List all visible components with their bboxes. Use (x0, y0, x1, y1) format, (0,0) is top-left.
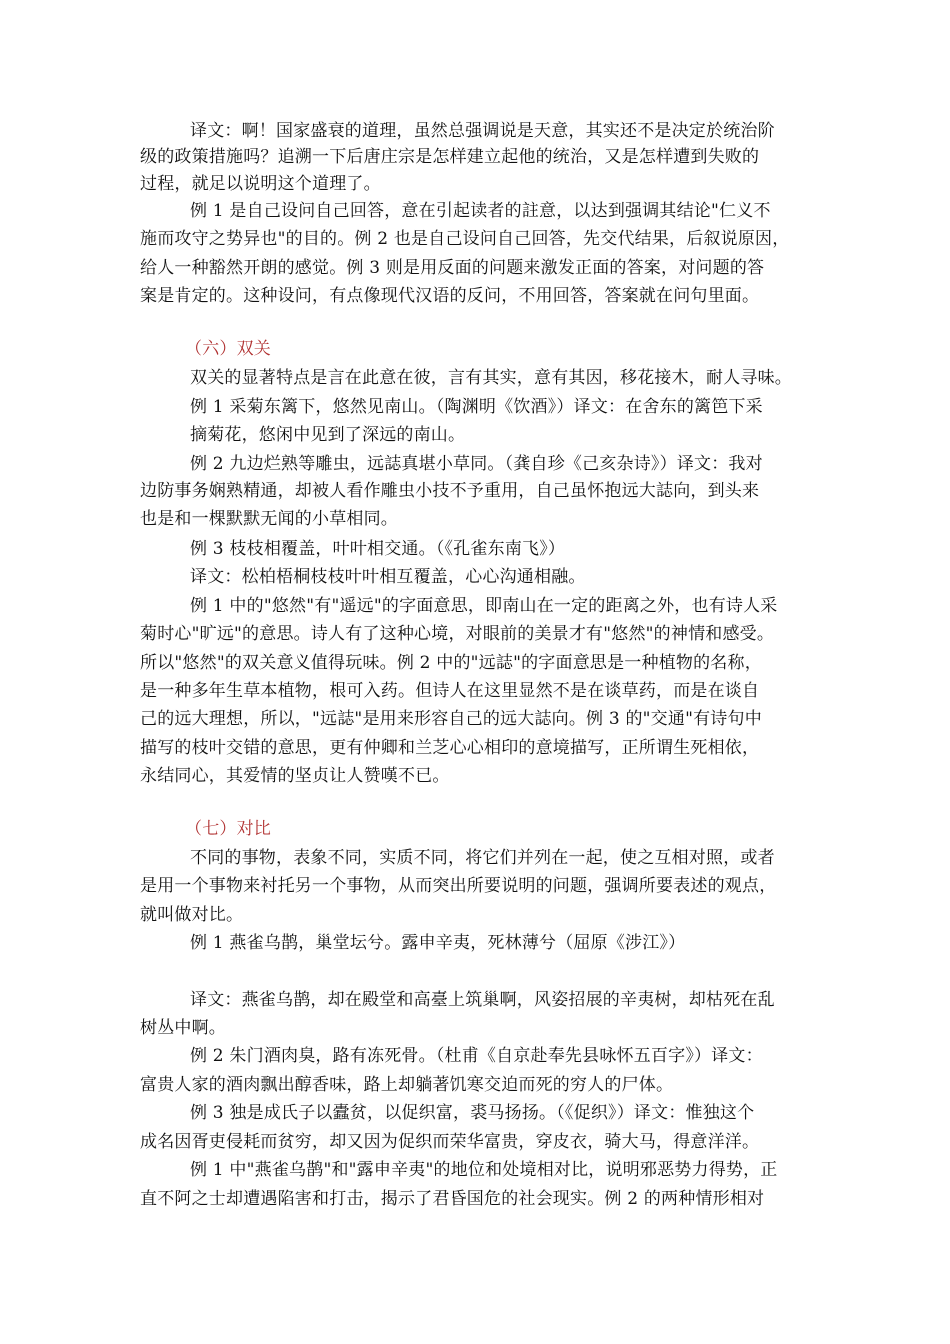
section-heading: （七）对比 (185, 819, 271, 839)
text-line: 树丛中啊。 (140, 1018, 226, 1038)
text-line: 就叫做对比。 (140, 905, 244, 925)
text-line: 是一种多年生草本植物，根可入药。但诗人在这里显然不是在谈草药，而是在谈自 (140, 681, 760, 701)
text-line: 成名因胥吏侵耗而贫穷，却又因为促织而荣华富贵，穿皮衣，骑大马，得意洋洋。 (140, 1132, 760, 1152)
text-line: 所以"悠然"的双关意义值得玩味。例 2 中的"远誌"的字面意思是一种植物的名称， (140, 653, 762, 673)
text-line: 例 1 燕雀乌鹊，巢堂坛兮。露申辛夷，死林薄兮（屈原《涉江》） (190, 933, 686, 953)
text-line: 例 1 中的"悠然"有"遥远"的字面意思，即南山在一定的距离之外，也有诗人采 (190, 596, 778, 616)
text-line: 己的远大理想，所以，"远誌"是用来形容自己的远大誌向。例 3 的"交通"有诗句中 (140, 709, 762, 729)
section-heading: （六）双关 (185, 339, 271, 359)
text-line: 例 2 朱门酒肉臭，路有冻死骨。（杜甫《自京赴奉先县咏怀五百字》）译文： (190, 1046, 763, 1066)
text-line: 例 1 是自己设问自己回答，意在引起读者的註意，以达到强调其结论"仁义不 (190, 201, 771, 221)
text-line: 级的政策措施吗？追溯一下后唐庄宗是怎样建立起他的统治，又是怎样遭到失败的 (140, 147, 760, 167)
text-line: 不同的事物，表象不同，实质不同，将它们并列在一起，使之互相对照，或者 (190, 848, 775, 868)
text-line: 双关的显著特点是言在此意在彼，言有其实，意有其因，移花接木，耐人寻味。 (190, 368, 792, 388)
text-line: 例 3 枝枝相覆盖，叶叶相交通。（《孔雀东南飞》） (190, 539, 566, 559)
text-line: 给人一种豁然开朗的感觉。例 3 则是用反面的问题来激发正面的答案，对问题的答 (140, 258, 765, 278)
text-line: 译文：啊！国家盛衰的道理，虽然总强调说是天意，其实还不是决定於统治阶 (190, 121, 775, 141)
text-line: 例 1 采菊东篱下，悠然见南山。（陶渊明《饮酒》）译文：在舍东的篱笆下采 (190, 397, 763, 417)
text-line: 摘菊花，悠闲中见到了深远的南山。 (190, 425, 466, 445)
text-line: 直不阿之士却遭遇陷害和打击，揭示了君昏国危的社会现实。例 2 的两种情形相对 (140, 1189, 765, 1209)
text-line: 施而攻守之势异也"的目的。例 2 也是自己设问自己回答，先交代结果，后叙说原因， (140, 229, 790, 249)
text-line: 例 1 中"燕雀乌鹊"和"露申辛夷"的地位和处境相对比，说明邪恶势力得势，正 (190, 1160, 778, 1180)
text-line: 边防事务娴熟精通，却被人看作雕虫小技不予重用，自己虽怀抱远大誌向，到头来 (140, 481, 760, 501)
text-line: 译文：燕雀乌鹊，却在殿堂和高臺上筑巢啊，风姿招展的辛夷树，却枯死在乱 (190, 990, 775, 1010)
text-line: 富贵人家的酒肉飘出醇香味，路上却躺著饥寒交迫而死的穷人的尸体。 (140, 1075, 674, 1095)
text-line: 永结同心，其爱情的坚贞让人赞嘆不已。 (140, 766, 450, 786)
text-line: 案是肯定的。这种设问，有点像现代汉语的反问，不用回答，答案就在问句里面。 (140, 286, 760, 306)
text-line: 也是和一棵默默无闻的小草相同。 (140, 509, 398, 529)
text-line: 过程，就足以说明这个道理了。 (140, 174, 381, 194)
text-line: 例 3 独是成氏子以蠹贫，以促织富，裘马扬扬。（《促织》）译文：惟独这个 (190, 1103, 755, 1123)
text-line: 菊时心"旷远"的意思。诗人有了这种心境，对眼前的美景才有"悠然"的神情和感受。 (140, 624, 775, 644)
text-line: 译文：松柏梧桐枝枝叶叶相互覆盖，心心沟通相融。 (190, 567, 586, 587)
text-line: 是用一个事物来衬托另一个事物，从而突出所要说明的问题，强调所要表述的观点， (140, 876, 777, 896)
text-line: 描写的枝叶交错的意思，更有仲卿和兰芝心心相印的意境描写，正所谓生死相依， (140, 738, 760, 758)
text-line: 例 2 九边烂熟等雕虫，远誌真堪小草同。（龚自珍《己亥杂诗》）译文：我对 (190, 454, 763, 474)
